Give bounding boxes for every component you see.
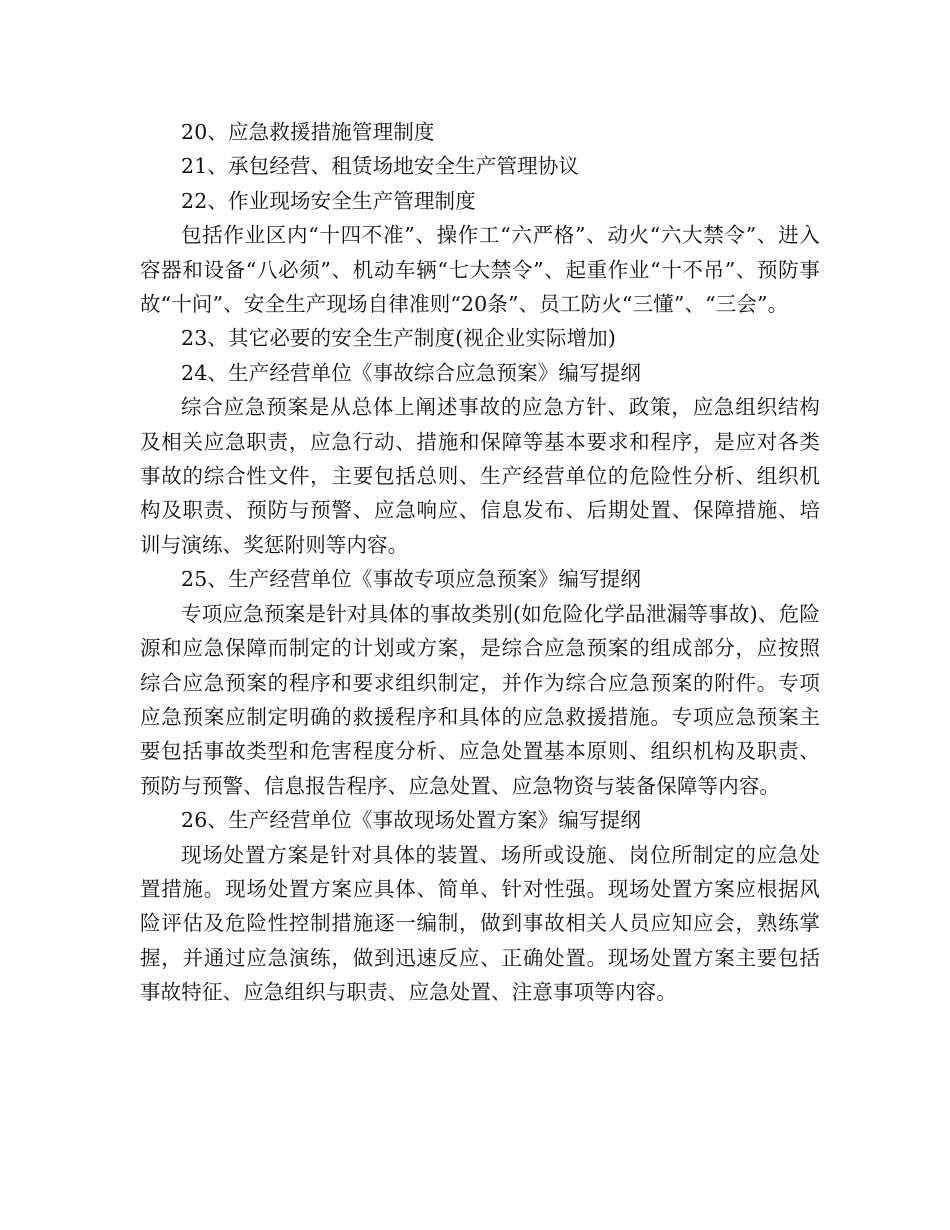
- item-heading-20: 20、应急救援措施管理制度: [181, 120, 435, 144]
- item-heading-24: 24、生产经营单位《事故综合应急预案》编写提纲: [181, 360, 642, 385]
- body-paragraph-onsite-plan: 现场处置方案是针对具体的装置、场所或设施、岗位所制定的应急处置措施。现场处置方案应具体、简单、针对性强。现场处置方案应根据风险评估及危险性控制措施逐一编制，做到事故相关人员应知应会，熟练掌握，并通过应急演练，做到迅速反应、正确处置。现场处置方案主要包括事故特征、应急组织与职责、应急处置、注意事项等内容。: [140, 842, 820, 1005]
- item-heading-26: 26、生产经营单位《事故现场处置方案》编写提纲: [181, 808, 642, 833]
- item-heading-25: 25、生产经营单位《事故专项应急预案》编写提纲: [181, 567, 642, 592]
- document-body: [140, 115, 820, 1010]
- body-paragraph-comprehensive-plan: 综合应急预案是从总体上阐述事故的应急方针、政策，应急组织结构及相关应急职责，应急行动、措施和保障等基本要求和程序，是应对各类事故的综合性文件，主要包括总则、生产经营单位的危险性分析、组织机构及职责、预防与预警、应急响应、信息发布、后期处置、保障措施、培训与演练、奖惩附则等内容。: [140, 395, 820, 557]
- item-heading-21: 21、承包经营、租赁场地安全生产管理协议: [181, 154, 580, 179]
- item-heading-22: 22、作业现场安全生产管理制度: [181, 188, 476, 213]
- body-paragraph-site-rules: 包括作业区内“十四不准”、操作工“六严格”、动火“六大禁令”、进入容器和设备“八必须”、机动车辆“七大禁令”、起重作业“十不吊”、预防事故“十问”、安全生产现场自律准则“20条”、员工防火“三懂”、“三会”。: [140, 223, 820, 317]
- body-paragraph-special-plan: 专项应急预案是针对具体的事故类别(如危险化学品泄漏等事故)、危险源和应急保障而制定的计划或方案，是综合应急预案的组成部分，应按照综合应急预案的程序和要求组织制定，并作为综合应急预案的附件。专项应急预案应制定明确的救援程序和具体的应急救援措施。专项应急预案主要包括事故类型和危害程度分析、应急处置基本原则、组织机构及职责、预防与预警、信息报告程序、应急处置、应急物资与装备保障等内容。: [140, 601, 820, 798]
- item-heading-23: 23、其它必要的安全生产制度(视企业实际增加): [181, 326, 617, 351]
